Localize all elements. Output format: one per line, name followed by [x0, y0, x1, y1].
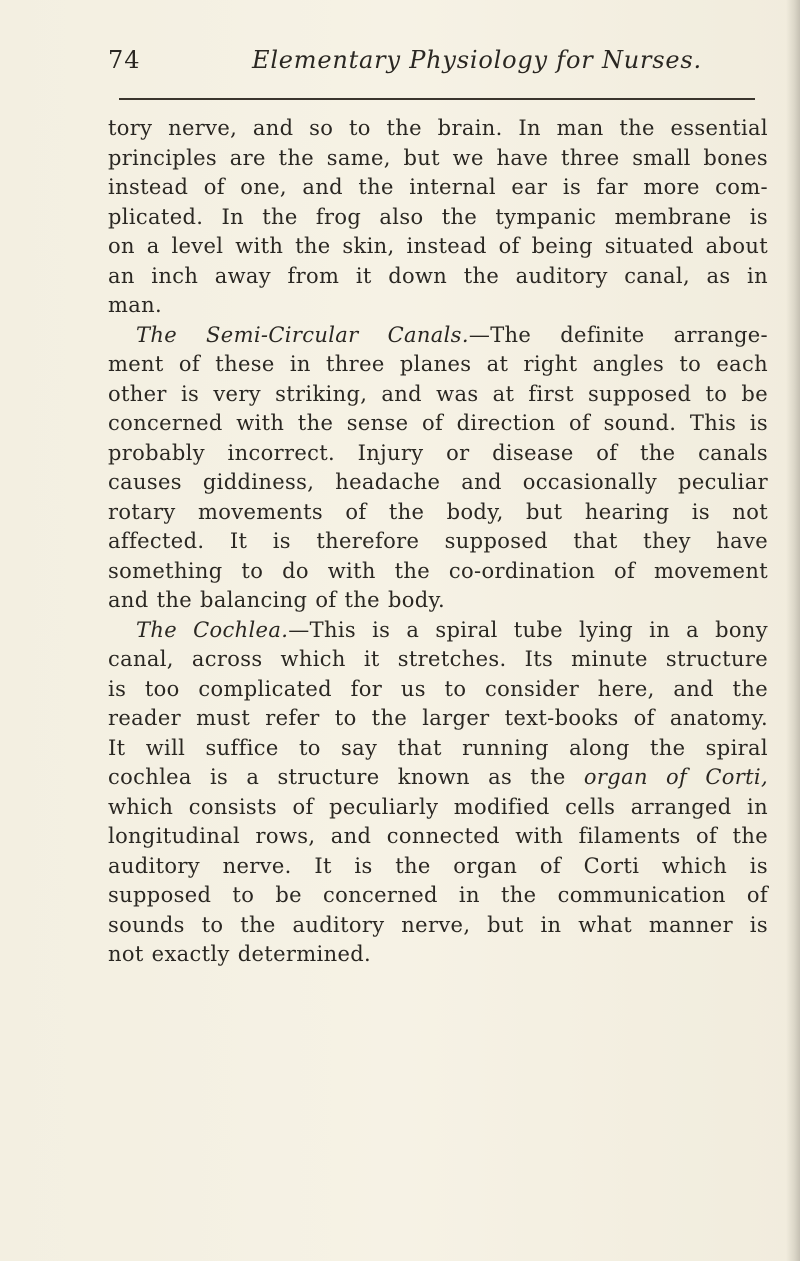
text-line: and the balancing of the body. [108, 588, 446, 612]
text-line: an inch away from it down the auditory canal, as in [108, 263, 768, 288]
text-line: concerned with the sense of direction of sound. This is [108, 411, 768, 435]
page-header [108, 46, 758, 86]
text-line: longitudinal rows, and connected with filaments of the [108, 824, 768, 848]
text-line: auditory nerve. It is the organ of Corti which is [108, 853, 768, 878]
page-number: 74 [108, 46, 141, 74]
text-line: plicated. In the frog also the tympanic membrane is [108, 204, 768, 229]
text-line: man. [108, 293, 163, 317]
text-line: on a level with the skin, instead of being situated about [108, 234, 768, 258]
text-line: tory nerve, and so to the brain. In man the essential [108, 116, 768, 140]
body-text [108, 114, 768, 970]
text-line: ment of these in three planes at right angles to each [108, 352, 768, 376]
text-line: It will suffice to say that running along the spiral [108, 735, 768, 760]
text-line: sounds to the auditory nerve, but in what manner is [108, 912, 768, 937]
section-heading-cochlea: The Cochlea. [136, 617, 289, 642]
text-line-with-italic [108, 763, 768, 793]
text-line: not exactly determined. [108, 942, 372, 966]
text-line: canal, across which it stretches. Its minute structure [108, 647, 768, 671]
text-line: probably incorrect. Injury or disease of the canals [108, 440, 768, 465]
text-run: —The definite arrange- [468, 322, 768, 347]
text-line: principles are the same, but we have three small bones [108, 145, 768, 170]
text-run: cochlea is a structure known as the [108, 765, 584, 789]
section-heading-semicircular-canals: The Semi-Circular Canals. [136, 322, 469, 347]
text-line: reader must refer to the larger text-books of anatomy. [108, 706, 768, 730]
text-run: —This is a spiral tube lying in a bony [288, 617, 768, 642]
text-line: instead of one, and the internal ear is far more com- [108, 175, 768, 199]
text-line: causes giddiness, headache and occasionally peculiar [108, 470, 768, 494]
running-title: Elementary Physiology for Nurses. [252, 46, 702, 74]
page-edge-shadow [786, 0, 800, 1261]
header-rule [119, 98, 755, 100]
section-first-line [108, 616, 768, 646]
section-first-line [108, 321, 768, 351]
text-line: something to do with the co-ordination of movement [108, 558, 768, 583]
text-line: supposed to be concerned in the communication of [108, 883, 768, 907]
text-line: which consists of peculiarly modified cells arranged in [108, 794, 768, 819]
text-line: is too complicated for us to consider here, and the [108, 676, 768, 701]
text-line: other is very striking, and was at first supposed to be [108, 381, 768, 406]
italic-term-organ-of-corti: organ of Corti, [583, 765, 769, 789]
text-line: affected. It is therefore supposed that they have [108, 529, 768, 553]
text-line: rotary movements of the body, but hearing is not [108, 499, 768, 524]
